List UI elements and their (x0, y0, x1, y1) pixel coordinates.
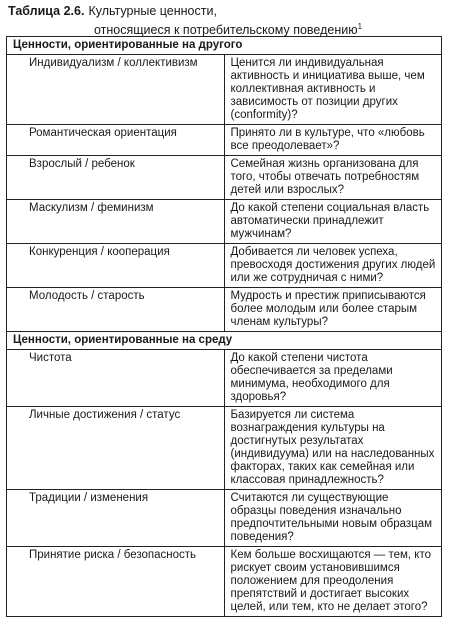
table-row (7, 407, 442, 490)
value-question-cell: Кем больше восхищаются — тем, кто рискует своим установившимся положением для преодоления препятствий и достигает высоких целей, или тем, кто не делает этого? (224, 547, 442, 617)
section-title: Ценности, ориентированные на среду (7, 332, 442, 350)
section-header-row (7, 37, 442, 55)
value-name-cell: Маскулизм / феминизм (7, 200, 225, 244)
table-row (7, 490, 442, 547)
value-name-cell: Молодость / старость (7, 288, 225, 332)
table-row (7, 288, 442, 332)
value-name-cell: Личные достижения / статус (7, 407, 225, 490)
table-row (7, 55, 442, 125)
value-name-cell: Взрослый / ребенок (7, 156, 225, 200)
value-question-cell: Добивается ли человек успеха, превосходя достижения других людей или же сотрудничая с ними? (224, 244, 442, 288)
section-title: Ценности, ориентированные на другого (7, 37, 442, 55)
value-question-cell: Семейная жизнь организована для того, чтобы отвечать потребностям детей или взрослых? (224, 156, 442, 200)
value-name-cell: Конкуренция / кооперация (7, 244, 225, 288)
values-table (6, 36, 442, 617)
caption-line1: Культурные ценности, (88, 4, 217, 18)
table-row (7, 244, 442, 288)
table-row (7, 156, 442, 200)
value-question-cell: Принято ли в культуре, что «любовь все преодолевает»? (224, 125, 442, 156)
caption-line2: относящиеся к потребительскому поведению (94, 23, 358, 38)
section-header-row (7, 332, 442, 350)
table-row (7, 125, 442, 156)
table-row (7, 350, 442, 407)
value-question-cell: Ценится ли индивидуальная активность и инициатива выше, чем коллективная активность и зависимость от позиции других (conformity)? (224, 55, 442, 125)
value-question-cell: До какой степени чистота обеспечивается за пределами минимума, необходимого для здоровья? (224, 350, 442, 407)
caption-label: Таблица 2.6. (8, 4, 85, 18)
caption-footnote: 1 (357, 22, 363, 31)
value-question-cell: Считаются ли существующие образцы поведения изначально предпочтительными новым образцам поведения? (224, 490, 442, 547)
value-question-cell: Мудрость и престиж приписываются более молодым или более старым членам культуры? (224, 288, 442, 332)
table-caption (8, 4, 438, 38)
value-name-cell: Индивидуализм / коллективизм (7, 55, 225, 125)
value-name-cell: Традиции / изменения (7, 490, 225, 547)
table-row (7, 547, 442, 617)
value-name-cell: Чистота (7, 350, 225, 407)
value-name-cell: Принятие риска / безопасность (7, 547, 225, 617)
table-row (7, 200, 442, 244)
value-question-cell: До какой степени социальная власть автоматически принадлежит мужчинам? (224, 200, 442, 244)
value-name-cell: Романтическая ориентация (7, 125, 225, 156)
value-question-cell: Базируется ли система вознаграждения культуры на достигнутых результатах (индивидуума) или на наследованных факторах, таких как семейная или классовая принадлежность? (224, 407, 442, 490)
